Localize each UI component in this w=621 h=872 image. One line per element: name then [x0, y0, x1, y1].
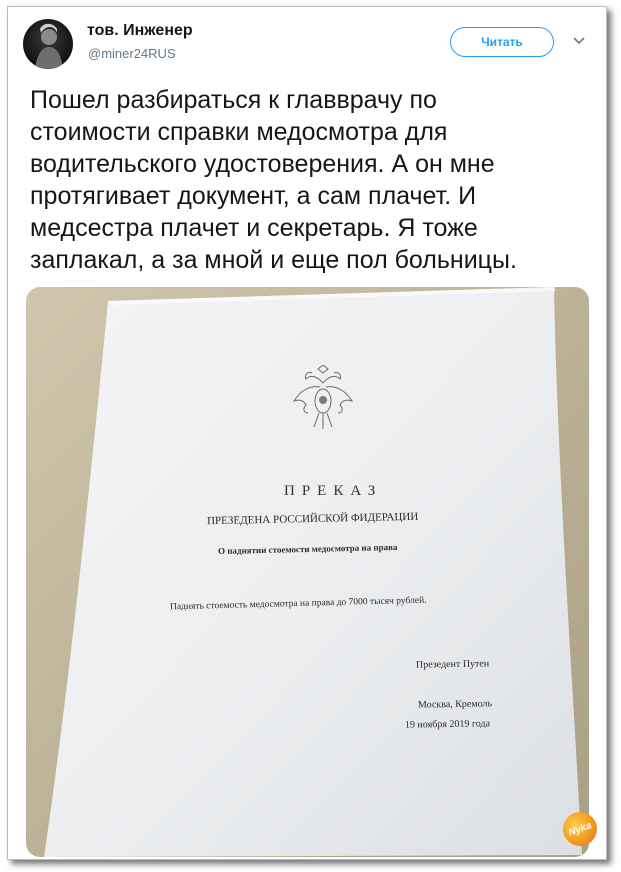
document-place: Москва, Кремоль: [417, 698, 493, 711]
user-name[interactable]: тов. Инженер: [87, 22, 193, 39]
document-date: 19 ноября 2019 года: [404, 718, 491, 731]
follow-button-label: Читать: [481, 35, 523, 49]
document-signature: Презедент Путен: [415, 658, 490, 671]
document-title: ПРЕКАЗ: [284, 483, 383, 499]
tweet-text: Пошел разбираться к главврачу по стоимости справки медосмотра для водительского удостоверения. А он мне протягивает документ, а сам плачет. И медсестра плачет и секретарь. Я тоже заплакал, а за мной и еще пол больницы.: [30, 86, 517, 274]
tweet-photo[interactable]: [26, 287, 589, 857]
avatar[interactable]: [23, 19, 73, 69]
watermark-text: Nyka: [566, 819, 594, 839]
follow-button[interactable]: [450, 27, 554, 57]
document-subject: О паднятии стоемости медосмотра на права: [217, 541, 398, 557]
double-headed-eagle-icon: [290, 365, 356, 435]
document-subtitle: ПРЕЗЕДЕНА РОССИЙСКОЙ ФИДЕРАЦИИ: [206, 510, 419, 528]
user-handle[interactable]: @miner24RUS: [88, 46, 176, 61]
document-body: Паднять стоемость медосмотра на права до 7000 тысяч рублей.: [169, 595, 427, 613]
chevron-down-icon[interactable]: [572, 34, 586, 48]
